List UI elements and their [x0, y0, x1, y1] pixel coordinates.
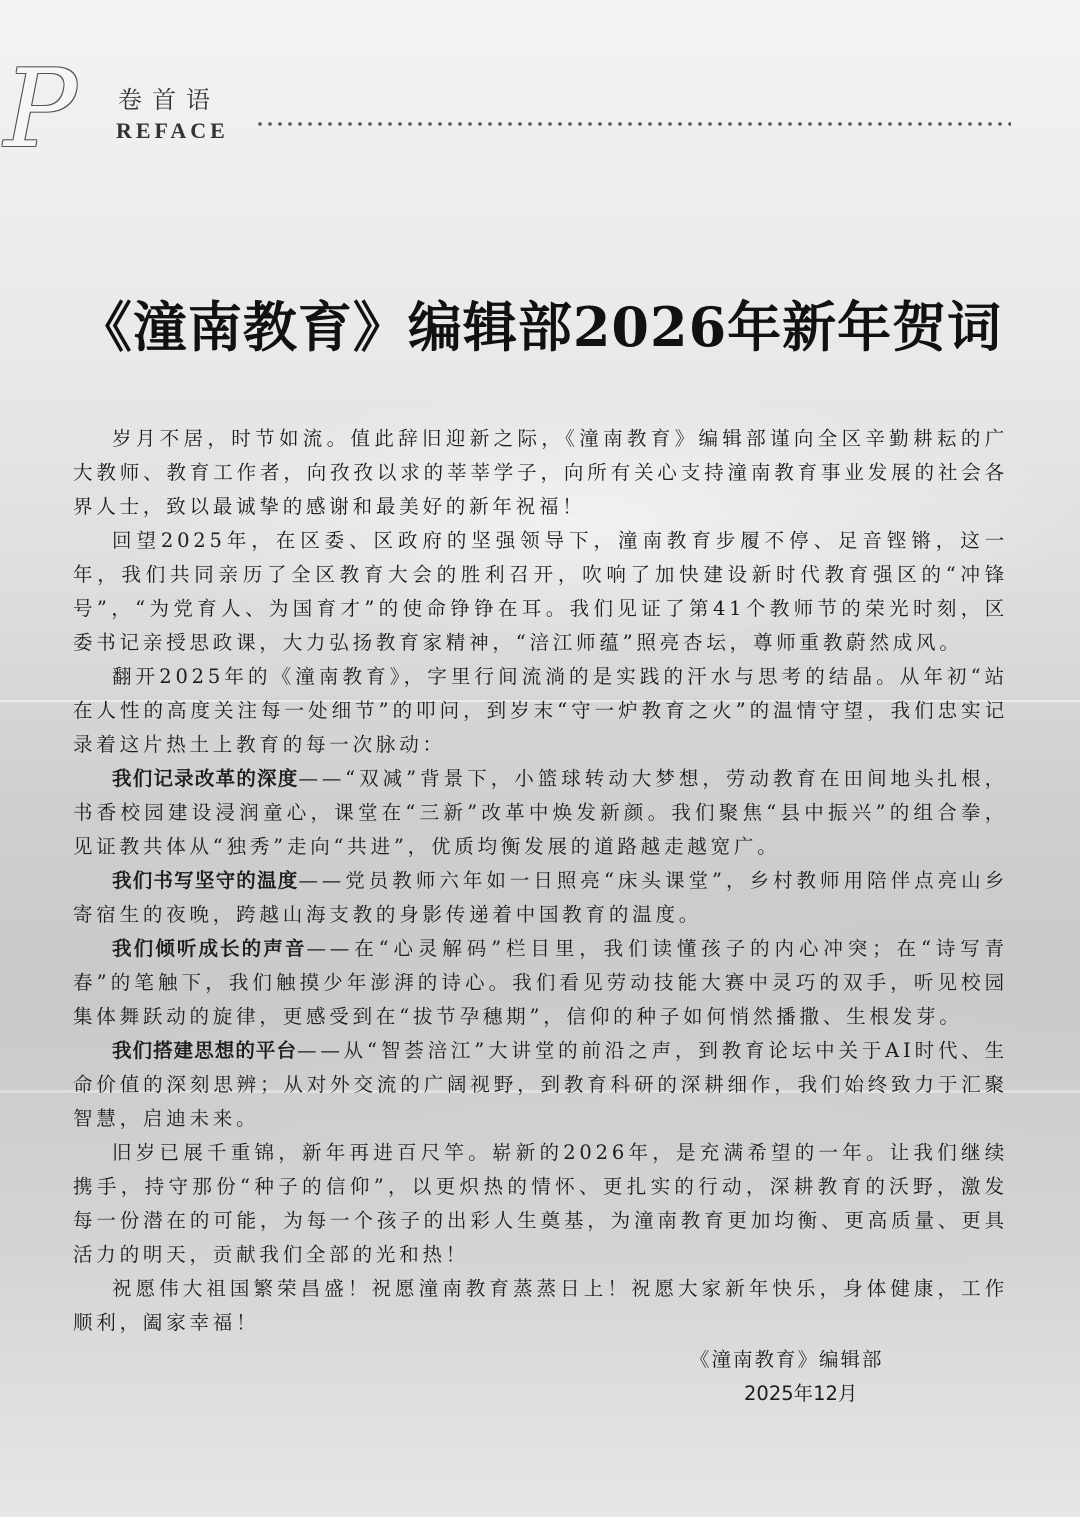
paragraph [73, 524, 1008, 660]
preface-logo-letter: P [4, 47, 77, 172]
paragraph [73, 1136, 1008, 1272]
paragraph-text: ——党员教师六年如一日照亮“床头课堂”，乡村教师用陪伴点亮山乡寄宿生的夜晚，跨越山海支教的身影传递着中国教育的温度。 [73, 869, 1008, 926]
paragraph-lead: 我们倾听成长的声音 [112, 937, 307, 960]
paragraph [73, 422, 1008, 524]
paragraph-text: 岁月不居，时节如流。值此辞旧迎新之际，《潼南教育》编辑部谨向全区辛勤耕耘的广大教师、教育工作者，向孜孜以求的莘莘学子，向所有关心支持潼南教育事业发展的社会各界人士，致以最诚挚的感谢和最美好的新年祝福！ [73, 427, 1008, 518]
paragraph-text: ——“双减”背景下，小篮球转动大梦想，劳动教育在田间地头扎根，书香校园建设浸润童心，课堂在“三新”改革中焕发新颜。我们聚焦“县中振兴”的组合拳，见证教共体从“独秀”走向“共进”，优质均衡发展的道路越走越宽广。 [73, 767, 1008, 858]
paragraph-text: 回望2025年，在区委、区政府的坚强领导下，潼南教育步履不停、足音铿锵，这一年，我们共同亲历了全区教育大会的胜利召开，吹响了加快建设新时代教育强区的“冲锋号”，“为党育人、为国育才”的使命铮铮在耳。我们见证了第41个教师节的荣光时刻，区委书记亲授思政课，大力弘扬教育家精神，“涪江师蕴”照亮杏坛，尊师重教蔚然成风。 [73, 529, 1008, 654]
preface-label-chinese: 卷首语 [118, 86, 220, 114]
paragraph-text: 翻开2025年的《潼南教育》，字里行间流淌的是实践的汗水与思考的结晶。从年初“站在人性的高度关注每一处细节”的叩问，到岁末“守一炉教育之火”的温情守望，我们忠实记录着这片热土上教育的每一次脉动： [73, 665, 1008, 756]
signature: 《潼南教育》编辑部 [690, 1348, 884, 1371]
paragraph-text: ——在“心灵解码”栏目里，我们读懂孩子的内心冲突；在“诗写青春”的笔触下，我们触摸少年澎湃的诗心。我们看见劳动技能大赛中灵巧的双手，听见校园集体舞跃动的旋律，更感受到在“拔节孕穗期”，信仰的种子如何悄然播撒、生根发芽。 [73, 937, 1008, 1028]
paragraph [73, 660, 1008, 762]
paragraph [73, 864, 1008, 932]
preface-header [0, 47, 1080, 172]
paragraph-lead: 我们搭建思想的平台 [112, 1039, 298, 1062]
decorative-dot-line [255, 118, 1011, 130]
paragraph [73, 932, 1008, 1034]
paragraph [73, 1034, 1008, 1136]
paragraph [73, 1272, 1008, 1340]
paragraph [73, 762, 1008, 864]
paragraph-lead: 我们书写坚守的温度 [112, 869, 299, 892]
paragraph-lead: 我们记录改革的深度 [112, 767, 299, 790]
paragraph-text: 祝愿伟大祖国繁荣昌盛！祝愿潼南教育蒸蒸日上！祝愿大家新年快乐，身体健康，工作顺利，阖家幸福！ [73, 1277, 1008, 1334]
paragraph-text: 旧岁已展千重锦，新年再进百尺竿。崭新的2026年，是充满希望的一年。让我们继续携手，持守那份“种子的信仰”，以更炽热的情怀、更扎实的行动，深耕教育的沃野，激发每一份潜在的可能，为每一个孩子的出彩人生奠基，为潼南教育更加均衡、更高质量、更具活力的明天，贡献我们全部的光和热！ [73, 1141, 1008, 1266]
article-body [73, 422, 1008, 1340]
signature-date: 2025年12月 [744, 1382, 858, 1405]
page-title: 《潼南教育》编辑部2026年新年贺词 [77, 295, 1003, 359]
preface-label-english: REFACE [116, 118, 229, 143]
paragraph-text: ——从“智荟涪江”大讲堂的前沿之声，到教育论坛中关于AI时代、生命价值的深刻思辨；从对外交流的广阔视野，到教育科研的深耕细作，我们始终致力于汇聚智慧，启迪未来。 [73, 1039, 1008, 1130]
